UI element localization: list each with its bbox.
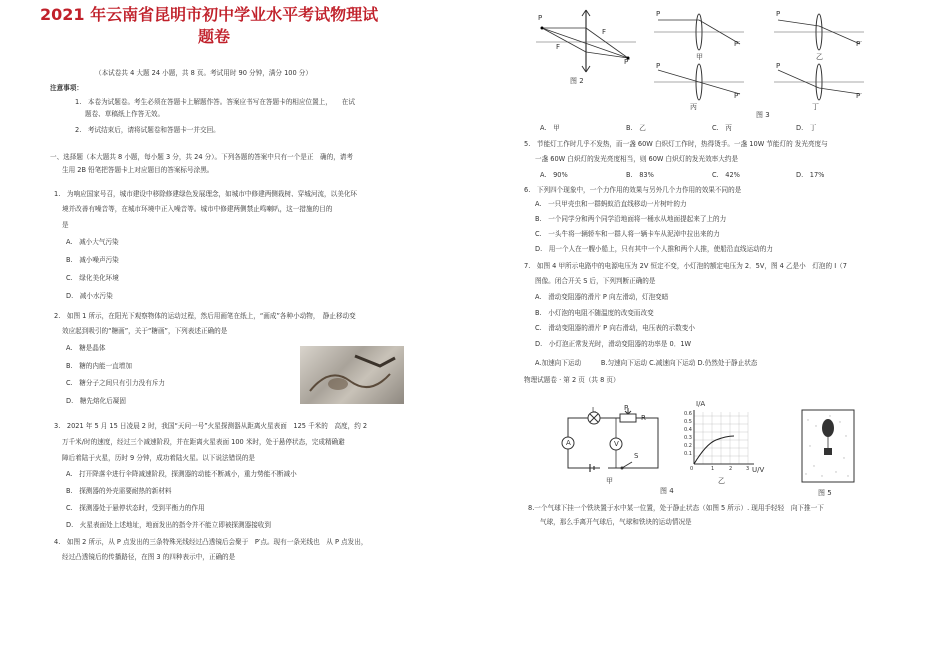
fig3-yi-pp-label: P′ — [856, 40, 862, 48]
q7-option-b: B. 小灯泡的电阻不随温度的改变而改变 — [535, 309, 654, 317]
q2-option-c: C. 糖分子之间只有引力没有斥力 — [66, 379, 166, 387]
q3-option-d: D. 火星表面处上述地址，地面发出的指令并不能立即被探测器接收到 — [66, 521, 271, 529]
q5-answer-a: A. 90% — [540, 171, 568, 179]
fig4-y-tick-5: 0.1 — [684, 451, 692, 457]
fig4-axis-x-label: U/V — [752, 466, 765, 474]
q3-option-a: A. 打开降落伞进行伞降减速阶段，探测器的动能不断减小，重力势能不断减小 — [66, 470, 297, 478]
q4-answer-b: B. 乙 — [626, 124, 646, 132]
sugar-painting-photo — [300, 346, 404, 404]
fig4-y-tick-3: 0.3 — [684, 435, 692, 441]
q7-stem-2: 图像。闭合开关 S 后，下列判断正确的是 — [535, 277, 656, 285]
q4-stem-1: 4. 如图 2 所示，从 P 点发出的三条特殊光线经过凸透镜后会聚于 P′点。现有一条光线也 从 P 点发出， — [54, 538, 368, 546]
page-title-line1: 2021 年云南省昆明市初中学业水平考试物理试 — [40, 5, 379, 24]
fig3-yi-p-label: P — [776, 10, 781, 18]
q7-stem-1: 7. 如图 4 甲所示电路中的电源电压为 2V 恒定不变，小灯泡的额定电压为 2．5V，图 4 乙是小 灯泡的 I（7 — [524, 262, 847, 270]
q3-option-b: B. 探测器的外壳需要耐热的新材料 — [66, 487, 172, 495]
q5-stem-2: 一盏 60W 白炽灯的发光亮度相当，则 60W 白炽灯的发光效率大约是 — [535, 155, 739, 163]
q4-answer-d: D. 丁 — [796, 124, 817, 132]
q2-option-d: D. 糖先熔化后凝固 — [66, 397, 126, 405]
fig3-ding-pp-label: P′ — [856, 92, 862, 100]
fig3-yi-caption: 乙 — [816, 53, 823, 61]
figure-4-circuit — [560, 408, 665, 478]
page-title-line2: 题卷 — [198, 27, 231, 46]
q7-option-d: D. 小灯泡正常发光时，滑动变阻器的功率是 0．1W — [535, 340, 692, 348]
figure-2-lens-diagram — [536, 8, 636, 78]
fig3-jia-p-label: P — [656, 10, 661, 18]
figure-3-diagram-bing — [654, 62, 744, 102]
q3-stem-1: 3. 2021 年 5 月 15 日凌晨 2 时，我国“天问一号”火星探测器从距离火星表面 125 千米的 高度，约 2 — [54, 422, 368, 430]
section1-heading: 一、选择题（本大题共 8 小题，每小题 3 分，共 24 分）。下列各题的答案中只有一个是正 确的，请考 — [50, 153, 353, 161]
q7-option-c: C. 滑动变阻器的滑片 P 向右滑动，电压表的示数变小 — [535, 324, 695, 332]
q2-option-a: A. 糖是晶体 — [66, 344, 106, 352]
fig4-axis-y-label: I/A — [696, 400, 706, 408]
figure-5-balloon-in-water — [800, 406, 856, 484]
q5-answer-c: C. 42% — [712, 171, 740, 179]
q6-option-b: B. 一个同学分和两个同学沿地面将一桶水从地面提起来了上的力 — [535, 215, 727, 223]
q2-stem-2: 效应起到吸引的“糖画”，关于“糖画”，下列表述正确的是 — [62, 327, 228, 335]
fig4-y-tick-4: 0.2 — [684, 443, 692, 449]
fig4-sub-jia: 甲 — [606, 477, 613, 485]
q1-stem-2: 境并改善有噪音等，在城市环境中正入噪音等。城市中修建两侧禁止鸣喇叭，这一措施的目的 — [62, 205, 333, 213]
fig4-x-tick-0: 0 — [690, 466, 694, 472]
q8-answers: A.加速向下运动 B.匀速向下运动 C.减速向下运动 D.仍然处于静止状态 — [535, 359, 758, 367]
q3-option-c: C. 探测器处于悬停状态时，受到平衡力的作用 — [66, 504, 205, 512]
fig2-p-label: P — [538, 14, 543, 22]
fig4-sub-yi: 乙 — [718, 477, 725, 485]
fig3-ding-caption: 丁 — [812, 103, 819, 111]
figure-3-diagram-ding — [774, 62, 864, 102]
figure-4-caption: 图 4 — [660, 487, 674, 495]
fig4-y-tick-2: 0.4 — [684, 427, 692, 433]
figure-3-caption: 图 3 — [756, 111, 770, 119]
fig4-circuit-s-label: S — [634, 452, 639, 460]
fig2-pp-label: P′ — [624, 58, 630, 66]
figure-5-caption: 图 5 — [818, 489, 832, 497]
fig3-ding-p-label: P — [776, 62, 781, 70]
figure-3-diagram-yi — [774, 12, 864, 52]
q2-stem-1: 2. 如图 1 所示，在阳光下观察物体的运动过程，然后用画笔在纸上，“画成”各种小动物， 静止移动变 — [54, 312, 356, 320]
q4-answer-c: C. 丙 — [712, 124, 732, 132]
fig4-circuit-l-label: L — [592, 406, 596, 414]
q8-stem-2: 气球，那么手离开气球后，气球和铁块的运动情况是 — [540, 518, 692, 526]
q4-stem-2: 经过凸透镜后的传播路径，在图 3 的四种表示中，正确的是 — [62, 553, 236, 561]
fig4-y-tick-1: 0.5 — [684, 419, 692, 425]
notice-title: 注意事项： — [50, 84, 83, 92]
notice-1b: 题卷、草稿纸上作答无效。 — [85, 110, 165, 118]
page-footer: 物理试题卷 · 第 2 页（共 8 页） — [524, 376, 620, 384]
q3-stem-2: 万千米/时的速度，经过三个减速阶段，并在距离火星表面 100 米时，处于悬停状态，完成精确避 — [62, 438, 345, 446]
fig4-x-tick-1: 1 — [711, 466, 715, 472]
q6-option-a: A. 一只甲壳虫和一群蚂蚁沿直线移动一片树叶的力 — [535, 200, 687, 208]
fig3-jia-pp-label: P′ — [734, 40, 740, 48]
fig4-y-tick-0: 0.6 — [684, 411, 692, 417]
fig4-x-tick-2: 2 — [729, 466, 733, 472]
q1-option-b: B. 减小噪声污染 — [66, 256, 119, 264]
q6-stem: 6. 下列四个现象中，一个力作用的效果与另外几个力作用的效果不同的是 — [524, 186, 742, 194]
fig4-circuit-r-label: R — [641, 414, 646, 422]
q1-option-c: C. 绿化美化环境 — [66, 274, 119, 282]
exam-info: （本试卷共 4 大题 24 小题，共 8 页。考试用时 90 分钟，满分 100 分） — [95, 69, 312, 77]
fig3-jia-caption: 甲 — [696, 53, 703, 61]
q5-answer-d: D. 17% — [796, 171, 825, 179]
section1-heading-b: 生用 2B 铅笔把答题卡上对应题目的答案标号涂黑。 — [62, 166, 214, 174]
q1-option-a: A. 减小大气污染 — [66, 238, 119, 246]
fig4-circuit-v-label: V — [614, 440, 619, 448]
q5-stem-1: 5. 节能灯工作时几乎不发热，而一盏 60W 白炽灯工作时，热得烫手。一盏 10W 节能灯的 发光亮度与 — [524, 140, 828, 148]
fig4-circuit-p-label: P — [624, 404, 629, 412]
fig3-bing-p-label: P — [656, 62, 661, 70]
fig2-f-left-label: F — [556, 43, 561, 51]
fig4-x-tick-3: 3 — [746, 466, 750, 472]
fig4-circuit-a-label: A — [566, 439, 571, 447]
figure-3-diagram-jia — [654, 12, 744, 52]
q7-option-a: A. 滑动变阻器的滑片 P 向左滑动，灯泡变暗 — [535, 293, 669, 301]
fig2-f-right-label: F — [602, 28, 607, 36]
q1-stem-1: 1. 为响应国家号召，城市建设中移除修建绿色发展理念，如城市中修建两侧栽树、穿城河流，以美化环 — [54, 190, 358, 198]
q5-answer-b: B. 83% — [626, 171, 654, 179]
q1-stem-3: 是 — [62, 221, 69, 229]
q1-option-d: D. 减小水污染 — [66, 292, 113, 300]
sugar-painting-sketch — [300, 346, 404, 404]
notice-1: 1. 本卷为试题卷。考生必须在答题卡上解题作答。答案应书写在答题卡的相应位置上， 在试 — [75, 98, 355, 106]
notice-2: 2. 考试结束后，请将试题卷和答题卡一并交回。 — [75, 126, 220, 134]
fig3-bing-caption: 丙 — [690, 103, 697, 111]
q4-answer-a: A. 甲 — [540, 124, 560, 132]
fig3-bing-pp-label: P′ — [734, 92, 740, 100]
q6-option-d: D. 用一个人在一艘小船上，只有其中一个人推和两个人推，使船沿直线运动的力 — [535, 245, 773, 253]
q6-option-c: C. 一头牛将一辆轿车和一群人将一辆卡车从泥淖中拉出来的力 — [535, 230, 720, 238]
q3-stem-3: 障后着陆于火星，历时 9 分钟，成功着陆火星。以下说法错误的是 — [62, 454, 256, 462]
q8-stem-1: 8.一个气球下挂一个铁块置于水中某一位置，处于静止状态（如图 5 所示）. 现用手轻轻 向下推一下 — [528, 504, 824, 512]
q2-option-b: B. 糖的内能一直增加 — [66, 362, 132, 370]
figure-2-caption: 图 2 — [570, 77, 584, 85]
